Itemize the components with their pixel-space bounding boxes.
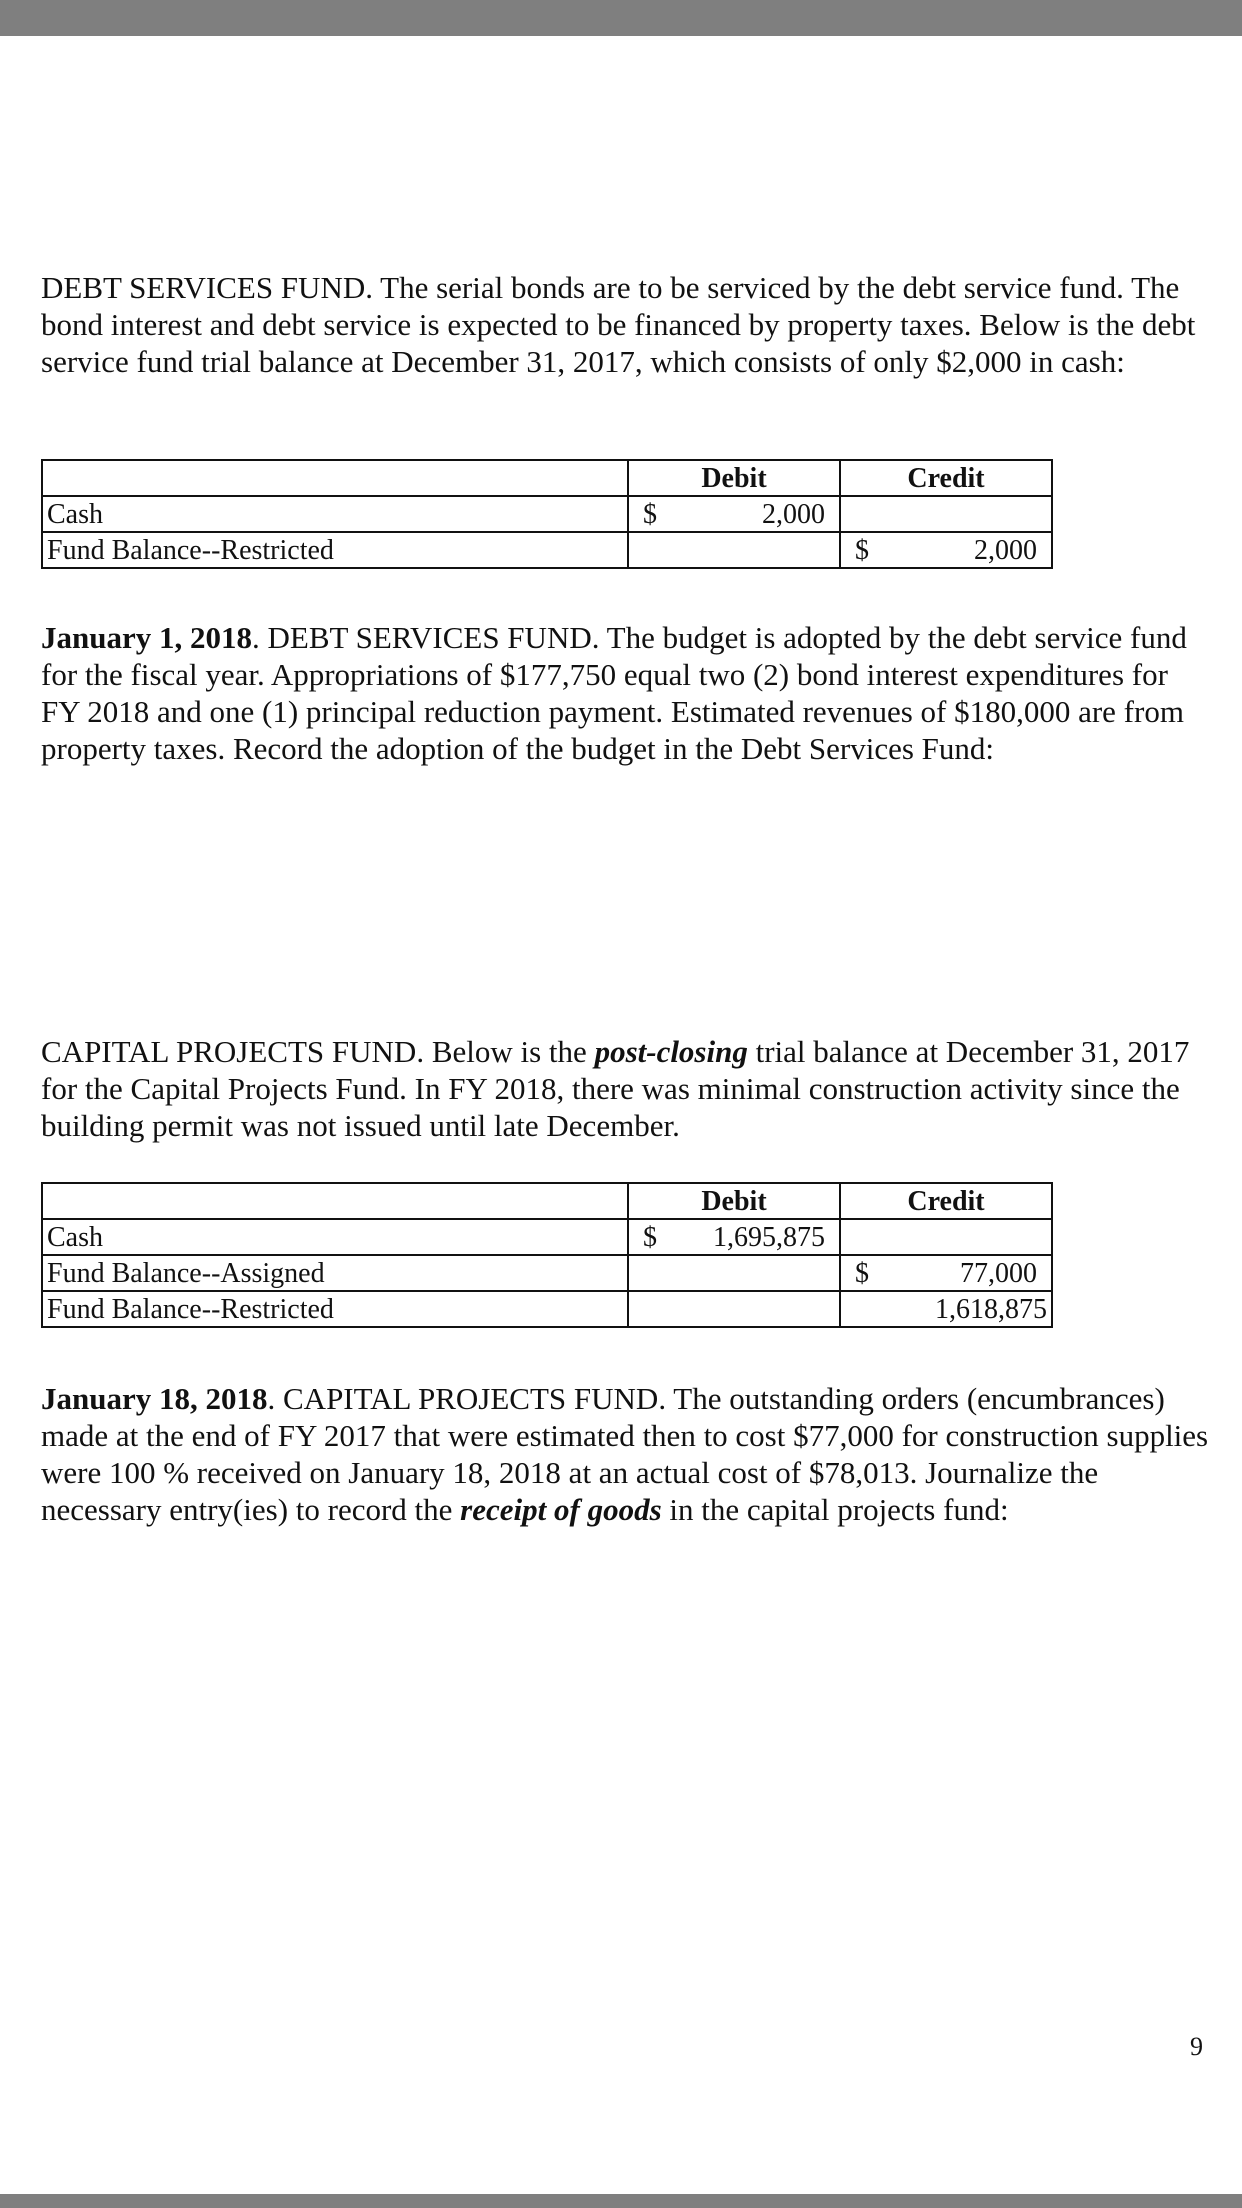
credit-amount: 2,000 bbox=[974, 535, 1037, 566]
account-name: Fund Balance--Assigned bbox=[42, 1255, 628, 1291]
debt-service-intro-text: DEBT SERVICES FUND. The serial bonds are to be serviced by the debt service fund. The bond interest and debt service is expected to be financed by property taxes. Below is the debt service fund trial balance at December 31, 2017, which consists of only $2,000 in cash: bbox=[41, 270, 1196, 379]
jan-18-emphasis: receipt of goods bbox=[460, 1492, 662, 1527]
credit-cell bbox=[840, 532, 1052, 568]
jan-18-instruction bbox=[41, 1380, 1211, 1528]
credit-currency: $ bbox=[855, 535, 869, 566]
jan-18-text-after: in the capital projects fund: bbox=[661, 1492, 1009, 1527]
credit-currency: $ bbox=[855, 1258, 869, 1289]
debit-cell bbox=[628, 1255, 840, 1291]
capital-projects-intro bbox=[41, 1033, 1211, 1144]
credit-cell bbox=[840, 1291, 1052, 1327]
header-debit: Debit bbox=[628, 460, 840, 496]
debit-cell bbox=[628, 532, 840, 568]
header-account-cell bbox=[42, 460, 628, 496]
table-header-row bbox=[42, 460, 1052, 496]
debit-amount: 2,000 bbox=[762, 499, 825, 530]
credit-amount: 1,618,875 bbox=[935, 1294, 1047, 1325]
table-row bbox=[42, 1219, 1052, 1255]
table-header-row bbox=[42, 1183, 1052, 1219]
capital-intro-text-after: trial balance at December 31, 2017 for the Capital Projects Fund. In FY 2018, there was minimal construction activity since the building permit was not issued until late December. bbox=[41, 1034, 1190, 1143]
debt-service-trial-balance bbox=[41, 459, 1053, 569]
account-name: Cash bbox=[42, 1219, 628, 1255]
jan-18-date: January 18, 2018 bbox=[41, 1381, 268, 1416]
account-name: Cash bbox=[42, 496, 628, 532]
credit-amount: 77,000 bbox=[960, 1258, 1037, 1289]
account-name: Fund Balance--Restricted bbox=[42, 1291, 628, 1327]
page-number: 9 bbox=[1190, 2032, 1203, 2061]
debit-currency: $ bbox=[643, 499, 657, 530]
header-debit: Debit bbox=[628, 1183, 840, 1219]
header-credit: Credit bbox=[840, 460, 1052, 496]
jan-1-instruction bbox=[41, 619, 1211, 767]
capital-projects-trial-balance bbox=[41, 1182, 1053, 1328]
capital-intro-text-before: CAPITAL PROJECTS FUND. Below is the bbox=[41, 1034, 595, 1069]
jan-18-text-before: . CAPITAL PROJECTS FUND. The outstanding orders (encumbrances) made at the end of FY 2017 that were estimated then to cost $77,000 for construction supplies were 100 % received on January 18, 2018 at an actual cost of $78,013. Journalize the necessary entry(ies) to record the bbox=[41, 1381, 1209, 1527]
jan-1-text: . DEBT SERVICES FUND. The budget is adopted by the debt service fund for the fiscal year. Appropriations of $177,750 equal two (2) bond interest expenditures for FY 2018 and one (1) principal reduction payment. Estimated revenues of $180,000 are from property taxes. Record the adoption of the budget in the Debt Services Fund: bbox=[41, 620, 1187, 766]
credit-cell bbox=[840, 496, 1052, 532]
debit-currency: $ bbox=[643, 1222, 657, 1253]
capital-intro-emphasis: post-closing bbox=[594, 1034, 748, 1069]
header-credit: Credit bbox=[840, 1183, 1052, 1219]
credit-cell bbox=[840, 1219, 1052, 1255]
table-row bbox=[42, 1255, 1052, 1291]
debt-service-intro bbox=[41, 269, 1211, 380]
debit-cell bbox=[628, 1219, 840, 1255]
account-name: Fund Balance--Restricted bbox=[42, 532, 628, 568]
bottom-border-bar bbox=[0, 2194, 1242, 2208]
debit-amount: 1,695,875 bbox=[713, 1222, 825, 1253]
table-row bbox=[42, 532, 1052, 568]
header-account-cell bbox=[42, 1183, 628, 1219]
debit-cell bbox=[628, 1291, 840, 1327]
credit-cell bbox=[840, 1255, 1052, 1291]
debit-cell bbox=[628, 496, 840, 532]
table-row bbox=[42, 1291, 1052, 1327]
top-border-bar bbox=[0, 0, 1242, 36]
table-row bbox=[42, 496, 1052, 532]
jan-1-date: January 1, 2018 bbox=[41, 620, 252, 655]
